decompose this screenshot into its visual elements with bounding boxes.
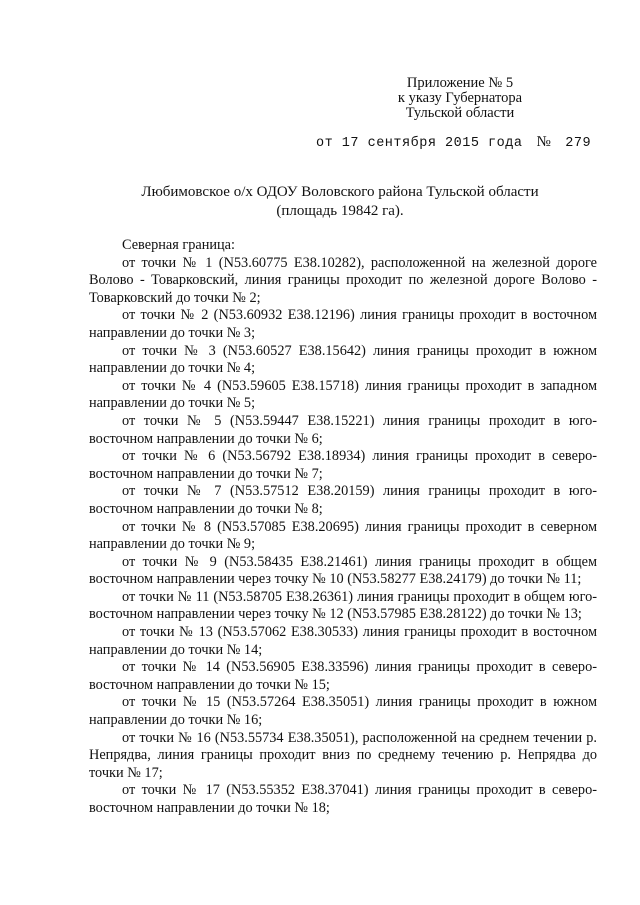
decree-number: 279 — [565, 136, 592, 151]
decree-number-sign: № — [536, 134, 552, 150]
boundary-paragraph: от точки № 8 (N53.57085 E38.20695) линия границы проходит в северном направлении до точки № 9; — [89, 518, 597, 553]
boundary-paragraph: от точки № 9 (N53.58435 E38.21461) линия границы проходит в общем восточном направлении через точку № 10 (N53.58277 E38.24179) до точки № 11; — [89, 553, 597, 588]
boundary-paragraph: от точки № 3 (N53.60527 E38.15642) линия границы проходит в южном направлении до точки № 4; — [89, 342, 597, 377]
boundary-paragraph: от точки № 17 (N53.55352 E38.37041) линия границы проходит в северо-восточном направлении до точки № 18; — [89, 782, 597, 816]
boundary-paragraph: от точки № 13 (N53.57062 E38.30533) линия границы проходит в восточном направлении до точки № 14; — [89, 624, 597, 658]
boundary-paragraph: от точки № 15 (N53.57264 E38.35051) линия границы проходит в южном направлении до точки № 16; — [89, 694, 597, 729]
document-body — [89, 237, 597, 818]
document-title — [80, 183, 600, 221]
boundary-paragraph: от точки № 16 (N53.55734 E38.35051), расположенной на среднем течении р. Непрядва, линия границы проходит вниз по среднему течению р. Непрядва до точки № 17; — [89, 729, 597, 781]
appendix-line: Приложение № 5 — [406, 75, 514, 91]
title-line: Любимовское о/х ОДОУ Воловского района Тульской области — [141, 184, 539, 200]
boundary-paragraph: от точки № 6 (N53.56792 E38.18934) линия границы проходит в северо-восточном направлении до точки № 7; — [89, 448, 597, 482]
section-heading: Северная граница: — [122, 237, 235, 253]
boundary-paragraph: от точки № 11 (N53.58705 E38.26361) линия границы проходит в общем юго-восточном направлении через точку № 12 (N53.57985 E38.28122) до точки № 13; — [89, 588, 597, 623]
title-area: (площадь 19842 га). — [276, 203, 404, 219]
boundary-paragraph: от точки № 14 (N53.56905 E38.33596) линия границы проходит в северо-восточном направлении до точки № 15; — [89, 659, 597, 693]
boundary-paragraph: от точки № 7 (N53.57512 E38.20159) линия границы проходит в юго-восточном направлении до точки № 8; — [89, 483, 597, 517]
appendix-block — [360, 76, 560, 121]
boundary-paragraph: от точки № 5 (N53.59447 E38.15221) линия границы проходит в юго-восточном направлении до точки № 6; — [89, 412, 597, 447]
boundary-paragraph: от точки № 4 (N53.59605 E38.15718) линия границы проходит в западном направлении до точки № 5; — [89, 377, 597, 412]
boundary-paragraph: от точки № 1 (N53.60775 E38.10282), расположенной на железной дороге Волово - Товарковский, линия границы проходит по железной дороге Волово - Товарковский до точки № 2; — [89, 254, 597, 306]
decree-date: от 17 сентября 2015 года — [316, 136, 523, 151]
appendix-line: Тульской области — [405, 105, 515, 121]
boundary-paragraph: от точки № 2 (N53.60932 E38.12196) линия границы проходит в восточном направлении до точки № 3; — [89, 307, 597, 341]
decree-date-line — [316, 134, 591, 151]
appendix-line: к указу Губернатора — [397, 90, 523, 106]
